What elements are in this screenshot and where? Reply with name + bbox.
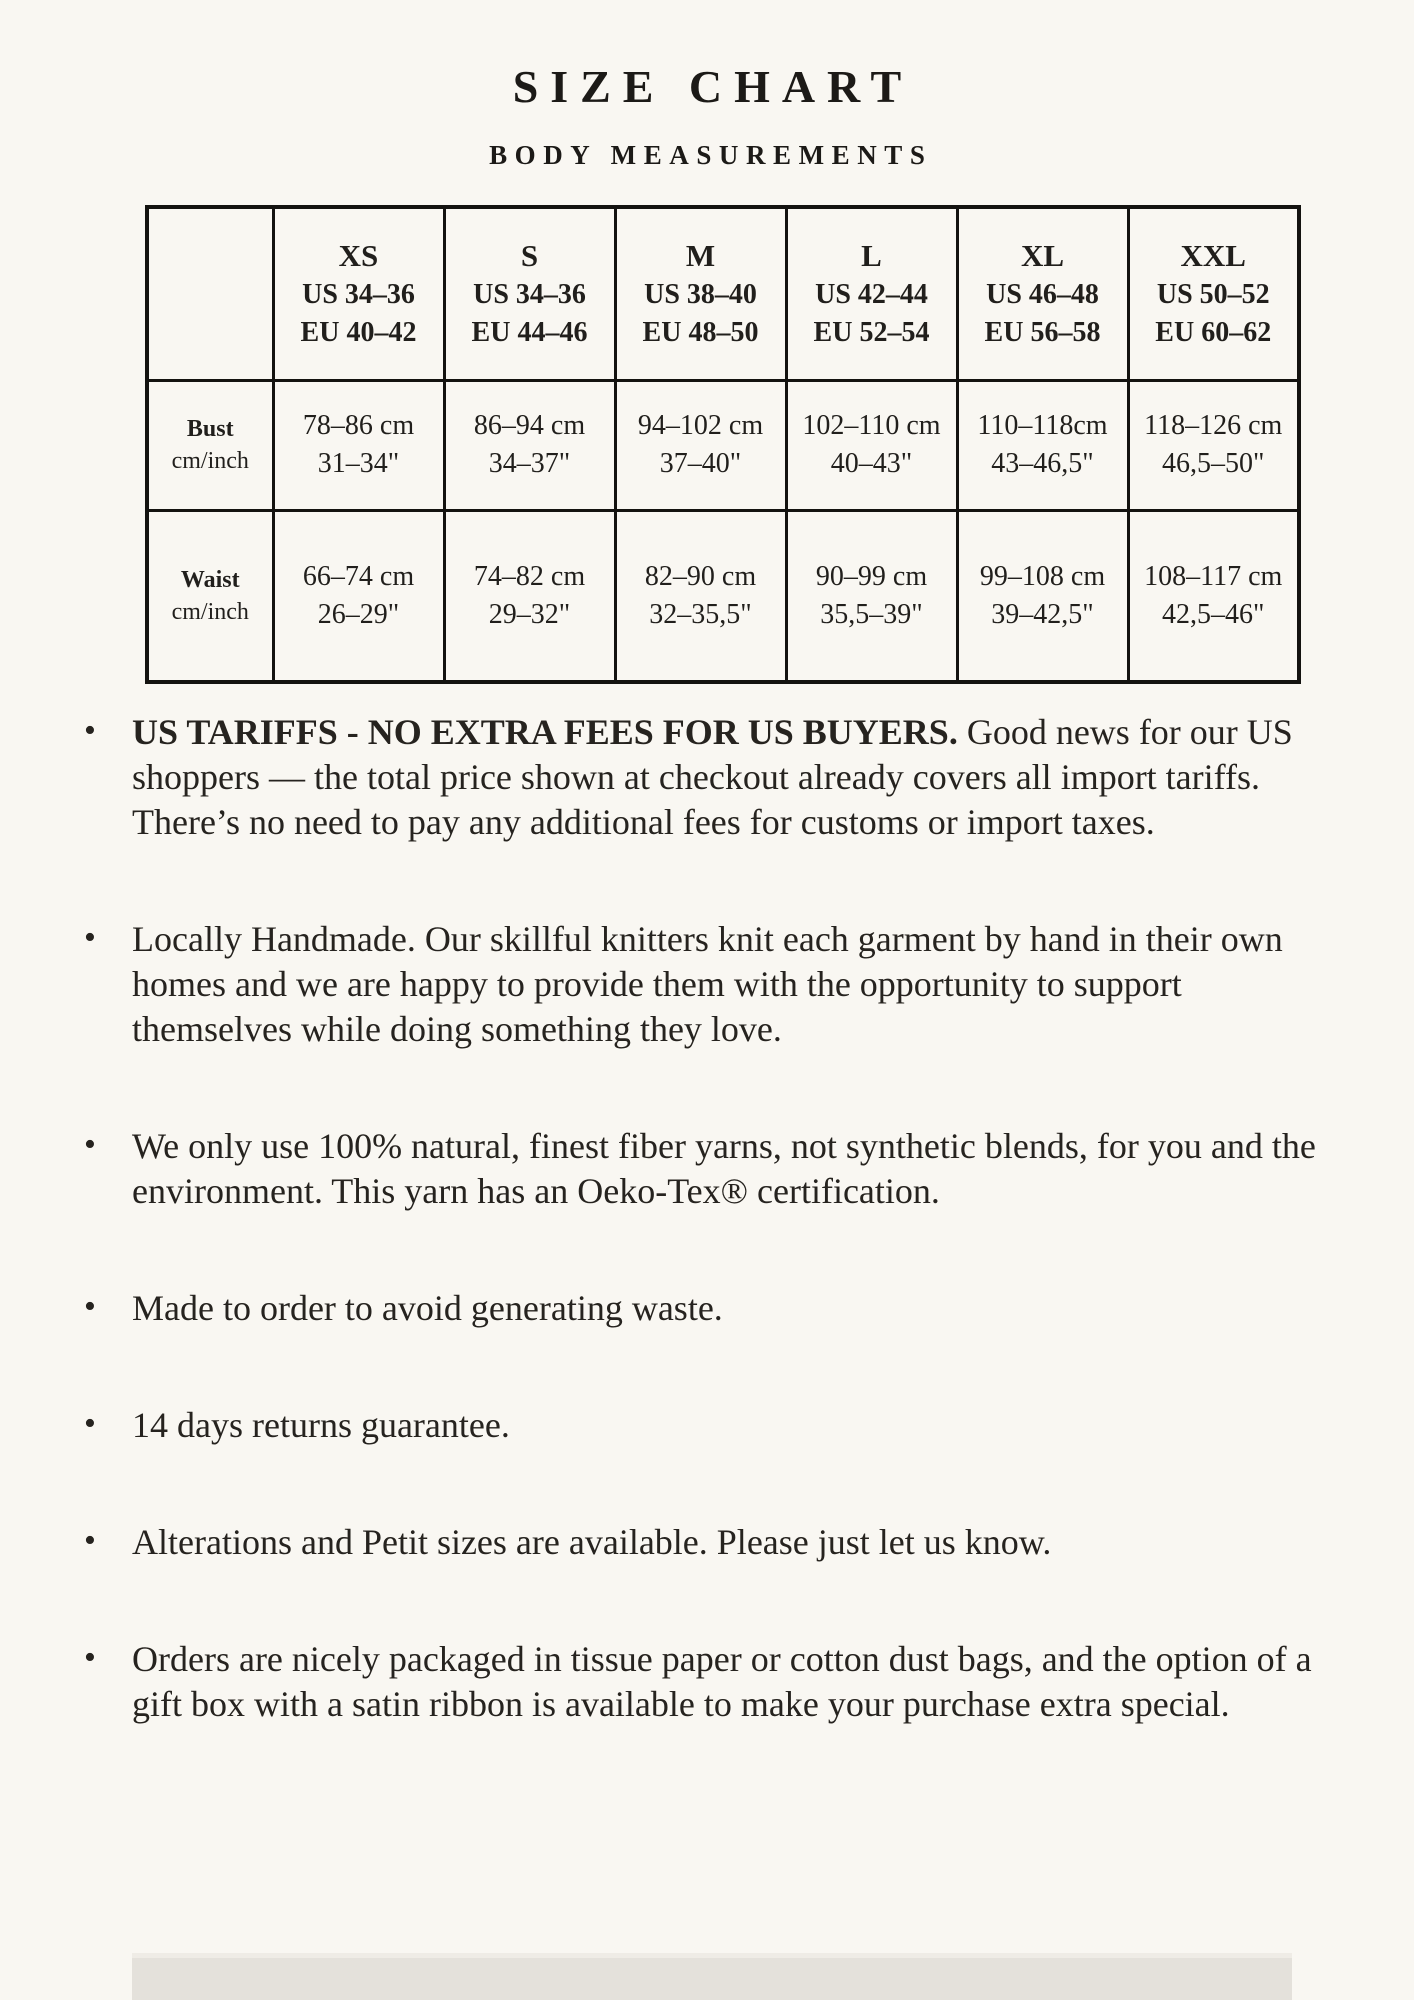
info-list <box>80 710 1317 1727</box>
row-unit: cm/inch <box>171 448 249 474</box>
inch-range: 32–35,5" <box>649 598 752 630</box>
size-label: XXL <box>1180 237 1246 273</box>
eu-range: EU 44–46 <box>471 316 588 348</box>
measurement-cell <box>615 510 786 682</box>
row-label-cell <box>147 510 273 682</box>
measurement-cell <box>444 510 615 682</box>
us-range: US 34–36 <box>302 278 415 310</box>
row-unit: cm/inch <box>171 598 249 625</box>
us-range: US 34–36 <box>473 278 586 310</box>
us-range: US 50–52 <box>1156 278 1270 310</box>
inch-range: 34–37" <box>488 448 571 479</box>
section-bar <box>132 1953 1292 2000</box>
us-range: US 42–44 <box>815 278 928 310</box>
measurement-cell <box>273 510 444 682</box>
measurement-cell <box>786 380 957 510</box>
measurement-cell <box>957 380 1128 510</box>
cm-range: 86–94 cm <box>473 410 586 441</box>
page-subtitle: BODY MEASUREMENTS <box>489 140 933 170</box>
list-item <box>80 1403 1317 1448</box>
inch-range: 46,5–50" <box>1162 448 1265 479</box>
size-label: S <box>520 237 539 273</box>
cm-range: 78–86 cm <box>302 410 415 441</box>
list-item <box>80 917 1317 1052</box>
inch-range: 40–43" <box>830 448 913 479</box>
eu-range: EU 52–54 <box>813 316 930 348</box>
cm-range: 102–110 cm <box>802 410 941 441</box>
bullet-text: Good news for our US shoppers — the total price shown at checkout already covers all import tariffs. There’s no need to pay any additional fees for customs or import taxes. <box>132 712 1293 842</box>
inch-range: 43–46,5" <box>991 448 1094 479</box>
bullet-text: Made to order to avoid generating waste. <box>132 1288 723 1328</box>
table-row <box>147 510 1299 682</box>
row-label: Waist <box>180 566 240 593</box>
size-column-header <box>273 207 444 380</box>
size-column-header <box>957 207 1128 380</box>
list-item <box>80 1637 1317 1727</box>
cm-range: 110–118cm <box>977 410 1108 441</box>
eu-range: EU 48–50 <box>642 316 759 348</box>
size-column-header <box>444 207 615 380</box>
bullet-text: We only use 100% natural, finest fiber yarns, not synthetic blends, for you and the environment. This yarn has an Oeko-Tex® certification. <box>132 1126 1316 1211</box>
measurement-cell <box>273 380 444 510</box>
inch-range: 39–42,5" <box>991 598 1094 630</box>
cm-range: 118–126 cm <box>1144 410 1283 441</box>
cm-range: 94–102 cm <box>637 410 764 441</box>
row-label-cell <box>147 380 273 510</box>
page-title: SIZE CHART <box>512 61 914 112</box>
inch-range: 37–40" <box>659 448 742 479</box>
inch-range: 26–29" <box>317 598 400 630</box>
measurement-cell <box>1128 510 1299 682</box>
inch-range: 35,5–39" <box>820 598 923 630</box>
size-column-header <box>615 207 786 380</box>
cm-range: 66–74 cm <box>302 560 415 592</box>
inch-range: 42,5–46" <box>1162 598 1265 630</box>
list-item <box>80 1520 1317 1565</box>
corner-cell <box>147 207 273 380</box>
measurement-cell <box>615 380 786 510</box>
us-range: US 46–48 <box>986 278 1099 310</box>
measurement-cell <box>786 510 957 682</box>
size-column-header <box>786 207 957 380</box>
bullet-text: Alterations and Petit sizes are available. Please just let us know. <box>132 1522 1052 1562</box>
bullet-lead: US TARIFFS - NO EXTRA FEES FOR US BUYERS. <box>132 712 958 752</box>
bullet-text: Locally Handmade. Our skillful knitters knit each garment by hand in their own homes and we are happy to provide them with the opportunity to support themselves while doing something they love. <box>132 919 1283 1049</box>
bullet-text: Orders are nicely packaged in tissue paper or cotton dust bags, and the option of a gift box with a satin ribbon is available to make your purchase extra special. <box>132 1639 1312 1724</box>
size-table <box>145 205 1301 684</box>
us-range: US 38–40 <box>644 278 757 310</box>
size-column-header <box>1128 207 1299 380</box>
size-label: XS <box>338 237 379 273</box>
size-label: L <box>861 237 882 273</box>
cm-range: 108–117 cm <box>1144 560 1283 592</box>
list-item <box>80 1286 1317 1331</box>
cm-range: 82–90 cm <box>644 560 757 592</box>
list-item <box>80 710 1317 845</box>
table-header-row <box>147 207 1299 380</box>
cm-range: 99–108 cm <box>979 560 1106 592</box>
bullet-text: 14 days returns guarantee. <box>132 1405 510 1445</box>
table-row <box>147 380 1299 510</box>
cm-range: 90–99 cm <box>815 560 928 592</box>
measurement-cell <box>444 380 615 510</box>
measurement-cell <box>957 510 1128 682</box>
cm-range: 74–82 cm <box>473 560 586 592</box>
row-label: Bust <box>186 416 234 442</box>
inch-range: 31–34" <box>317 448 400 479</box>
list-item <box>80 1124 1317 1214</box>
eu-range: EU 60–62 <box>1155 316 1272 348</box>
measurement-cell <box>1128 380 1299 510</box>
size-label: XL <box>1020 237 1065 273</box>
size-label: M <box>685 237 716 273</box>
inch-range: 29–32" <box>488 598 571 630</box>
eu-range: EU 40–42 <box>300 316 417 348</box>
eu-range: EU 56–58 <box>984 316 1101 348</box>
